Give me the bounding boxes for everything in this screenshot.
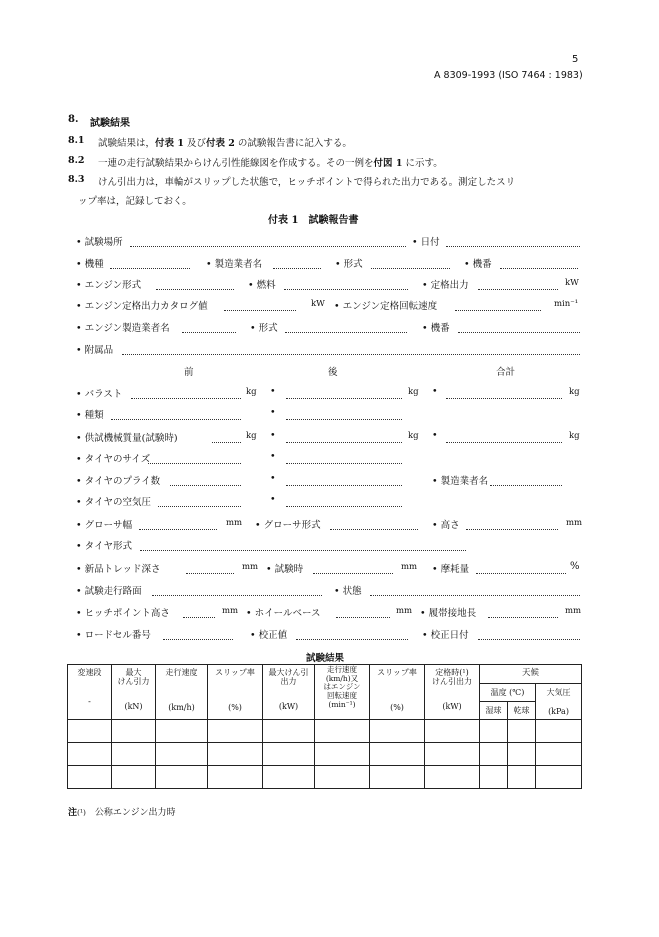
input-manufacturer[interactable] — [273, 268, 321, 269]
input-tread-depth-new[interactable] — [186, 573, 234, 574]
input-engine-manufacturer[interactable] — [182, 332, 236, 333]
bullet: • — [270, 386, 276, 397]
th-speed-or-rev-label: 走行速度 (km/h)又 はエンジン 回転速度 (min⁻¹) — [323, 665, 361, 709]
table-cell[interactable] — [208, 743, 263, 766]
bullet: • — [76, 323, 82, 334]
label-manufacturer: 製造業者名 — [214, 259, 263, 270]
unit: mm — [566, 518, 583, 528]
th-speed-unit: (km/h) — [168, 703, 195, 713]
bullet: • — [334, 586, 340, 597]
th-slip-label: スリップ率 — [215, 668, 255, 677]
table-cell[interactable] — [68, 720, 112, 743]
clause-text — [98, 135, 352, 149]
field-label — [76, 627, 151, 641]
input-model[interactable] — [110, 268, 190, 269]
field-label — [334, 583, 362, 597]
field-label — [76, 386, 122, 400]
label-hitch-height: ヒッチポイント高さ — [84, 608, 170, 619]
table-row — [68, 743, 582, 766]
input-engine-model[interactable] — [285, 332, 407, 333]
unit: mm — [242, 562, 259, 572]
field-label — [76, 561, 161, 575]
label-engine-type: エンジン形式 — [84, 280, 142, 291]
table-cell[interactable] — [480, 720, 508, 743]
input-kind-rear[interactable] — [286, 419, 402, 420]
input-grouser-width[interactable] — [139, 529, 217, 530]
label-tire-ply: タイヤのプライ数 — [84, 476, 161, 487]
clause-text: ップ率は，記録しておく。 — [78, 196, 192, 207]
th-wet-bulb: 乾球 — [508, 701, 536, 719]
input-track-length[interactable] — [488, 617, 558, 618]
bullet: • — [250, 323, 256, 334]
input-height[interactable] — [466, 529, 558, 530]
bullet: • — [76, 520, 82, 531]
th-dry-bulb: 湿球 — [480, 701, 508, 719]
th-gear-label: 変速段 — [77, 668, 102, 677]
col-front: 前 — [184, 367, 194, 378]
table-cell[interactable] — [68, 766, 112, 789]
field-label — [76, 407, 104, 421]
input-engine-catalog-power[interactable] — [224, 310, 296, 311]
field-label — [76, 320, 170, 334]
table-cell[interactable] — [480, 743, 508, 766]
input-tire-ply-front[interactable] — [170, 485, 241, 486]
bullet: • — [76, 454, 82, 465]
field-label — [246, 605, 320, 619]
bullet: • — [266, 564, 272, 575]
field-label — [412, 234, 440, 248]
input-grouser-type[interactable] — [330, 529, 418, 530]
label-rated-power: 定格出力 — [430, 280, 469, 291]
input-engine-rated-speed[interactable] — [455, 310, 541, 311]
figure-ref: 付図 1 — [373, 158, 403, 169]
clause-number: 8.2 — [68, 155, 85, 166]
label-test-site: 試験場所 — [84, 237, 123, 248]
unit: kg — [246, 431, 257, 441]
table-cell[interactable] — [315, 720, 370, 743]
label-tread-depth-new: 新品トレッド深さ — [84, 564, 161, 575]
label-tread-depth-test: 試験時 — [274, 564, 304, 575]
input-wheelbase[interactable] — [336, 617, 390, 618]
label-load-cell: ロードセル番号 — [84, 630, 151, 641]
footnote — [68, 805, 175, 818]
bullet: • — [76, 345, 82, 356]
unit: mm — [565, 606, 582, 616]
clause-text-part: 及び — [183, 138, 206, 149]
bullet: • — [248, 280, 254, 291]
label-calibration-value: 校正値 — [258, 630, 288, 641]
field-label — [76, 430, 178, 444]
table-cell[interactable] — [425, 743, 480, 766]
field-label — [76, 234, 123, 248]
field-label — [250, 320, 278, 334]
clause-text-part: 一連の走行試験結果からけん引性能線図を作成する。その一例を — [98, 158, 374, 169]
table-cell[interactable] — [112, 743, 156, 766]
table-cell[interactable] — [370, 766, 425, 789]
table-cell[interactable] — [508, 720, 536, 743]
footnote-label: 注 — [68, 808, 78, 818]
field-label — [76, 298, 208, 312]
clause-text-part: に示す。 — [402, 158, 443, 169]
unit: kg — [569, 387, 580, 397]
label-date: 日付 — [420, 237, 440, 248]
label-fuel: 燃料 — [256, 280, 276, 291]
label-test-mass: 供試機械質量(試験時) — [84, 433, 178, 444]
bullet: • — [76, 259, 82, 270]
unit: kg — [408, 387, 419, 397]
label-type: 形式 — [343, 259, 363, 270]
input-serial[interactable] — [500, 268, 578, 269]
bullet: • — [270, 494, 276, 505]
section-title: 試験結果 — [90, 118, 130, 129]
table-cell[interactable] — [112, 766, 156, 789]
table-cell[interactable] — [156, 766, 208, 789]
th-speed-label: 走行速度 — [165, 668, 198, 677]
table-cell[interactable] — [370, 720, 425, 743]
field-label — [250, 627, 287, 641]
table-cell[interactable] — [156, 743, 208, 766]
bullet: • — [76, 410, 82, 421]
bullet: • — [432, 386, 438, 397]
table-cell[interactable] — [112, 720, 156, 743]
label-calibration-date: 校正日付 — [430, 630, 469, 641]
unit: kg — [246, 387, 257, 397]
label-ballast: バラスト — [84, 389, 123, 400]
table-ref: 付表 1 — [155, 138, 184, 149]
table-cell[interactable] — [68, 743, 112, 766]
input-tire-pressure-rear[interactable] — [286, 506, 402, 507]
label-test-surface: 試験走行路面 — [84, 586, 142, 597]
input-kind-front[interactable] — [111, 419, 241, 420]
field-label — [464, 256, 492, 270]
bullet: • — [422, 280, 428, 291]
label-tire-type: タイヤ形式 — [84, 541, 132, 552]
field-label — [432, 561, 469, 575]
field-label — [432, 473, 488, 487]
th-weather: 天候 — [480, 665, 582, 684]
input-tire-pressure-front[interactable] — [158, 506, 241, 507]
bullet: • — [432, 430, 438, 441]
bullet: • — [206, 259, 212, 270]
input-mass-rear[interactable] — [286, 442, 402, 443]
field-label — [76, 538, 132, 552]
results-header-row — [68, 665, 582, 684]
table-cell[interactable] — [156, 720, 208, 743]
clause-text: けん引出力は，車輪がスリップした状態で，ヒッチポイントで得られた出力である。測定したスリ — [98, 177, 516, 188]
bullet: • — [270, 430, 276, 441]
bullet: • — [76, 497, 82, 508]
table-ref: 付表 2 — [205, 138, 235, 149]
field-label — [76, 451, 150, 465]
label-grouser-width: グローサ幅 — [84, 520, 133, 531]
bullet: • — [335, 259, 341, 270]
bullet: • — [76, 564, 82, 575]
label-tire-size: タイヤのサイズ — [84, 454, 151, 465]
th-slip2 — [370, 665, 425, 720]
unit: % — [570, 561, 580, 572]
input-accessories[interactable] — [122, 354, 580, 355]
label-engine-rated-speed: エンジン定格回転速度 — [342, 301, 438, 312]
label-condition: 状態 — [342, 586, 362, 597]
input-calibration-date[interactable] — [478, 639, 580, 640]
bullet: • — [76, 586, 82, 597]
form-title: 付表 1 試験報告書 — [268, 215, 359, 226]
th-slip — [208, 665, 263, 720]
table-row — [68, 766, 582, 789]
input-load-cell[interactable] — [163, 639, 233, 640]
field-label — [76, 583, 142, 597]
table-cell[interactable] — [425, 766, 480, 789]
input-type[interactable] — [371, 268, 450, 269]
input-engine-serial[interactable] — [458, 332, 580, 333]
bullet: • — [270, 451, 276, 462]
bullet: • — [432, 520, 438, 531]
label-engine-model: 形式 — [258, 323, 278, 334]
input-mass-total[interactable] — [446, 442, 562, 443]
th-rated-pull-label: 定格時(¹) けん引出力 — [432, 668, 472, 687]
clause-text — [98, 155, 443, 169]
section-number: 8. — [68, 114, 79, 125]
label-engine-catalog-power: エンジン定格出力カタログ値 — [84, 301, 208, 312]
field-label — [255, 517, 321, 531]
unit: mm — [222, 606, 239, 616]
table-cell[interactable] — [315, 766, 370, 789]
table-cell[interactable] — [508, 743, 536, 766]
th-slip2-label: スリップ率 — [377, 668, 417, 677]
field-label — [76, 494, 151, 508]
table-cell[interactable] — [315, 743, 370, 766]
table-cell[interactable] — [208, 720, 263, 743]
bullet: • — [76, 608, 82, 619]
page-number: 5 — [572, 54, 579, 65]
input-condition[interactable] — [370, 595, 580, 596]
table-cell[interactable] — [536, 743, 582, 766]
bullet: • — [76, 389, 82, 400]
field-label — [334, 298, 437, 312]
input-tire-size-front[interactable] — [148, 463, 241, 464]
field-label — [76, 473, 160, 487]
field-label — [422, 320, 450, 334]
table-row — [68, 720, 582, 743]
bullet: • — [422, 323, 428, 334]
th-pressure-unit: (kPa) — [548, 706, 569, 716]
unit: kg — [408, 431, 419, 441]
th-slip-unit: (%) — [228, 703, 242, 713]
label-engine-serial: 機番 — [430, 323, 450, 334]
th-max-pull — [112, 665, 156, 720]
label-model: 機種 — [84, 259, 104, 270]
table-cell[interactable] — [425, 720, 480, 743]
field-label — [266, 561, 303, 575]
field-label — [76, 517, 132, 531]
table-cell[interactable] — [536, 720, 582, 743]
label-wear: 摩耗量 — [440, 564, 470, 575]
th-rated-pull — [425, 665, 480, 720]
bullet: • — [422, 630, 428, 641]
bullet: • — [464, 259, 470, 270]
field-label — [432, 517, 460, 531]
label-kind: 種類 — [84, 410, 104, 421]
table-cell[interactable] — [370, 743, 425, 766]
table-cell[interactable] — [263, 720, 315, 743]
table-cell[interactable] — [508, 766, 536, 789]
input-tread-depth-test[interactable] — [313, 573, 393, 574]
input-mass-front[interactable] — [212, 442, 241, 443]
field-label — [76, 256, 104, 270]
bullet: • — [412, 237, 418, 248]
th-pressure-label: 大気圧 — [546, 687, 571, 697]
label-serial: 機番 — [472, 259, 492, 270]
field-label — [76, 605, 170, 619]
unit: kW — [311, 299, 325, 309]
th-slip2-unit: (%) — [390, 703, 404, 713]
footnote-mark: (¹) — [77, 808, 86, 817]
col-rear: 後 — [328, 367, 338, 378]
label-height: 高さ — [440, 520, 460, 531]
th-temp: 温度 (℃) — [480, 683, 536, 701]
th-pressure — [536, 683, 582, 719]
label-tire-pressure: タイヤの空気圧 — [84, 497, 151, 508]
standard-number: A 8309-1993 (ISO 7464 : 1983) — [434, 70, 583, 81]
results-title: 試験結果 — [306, 653, 345, 664]
input-test-surface[interactable] — [152, 595, 322, 596]
input-engine-type[interactable] — [156, 289, 234, 290]
unit: mm — [396, 606, 413, 616]
table-cell[interactable] — [263, 766, 315, 789]
label-grouser-type: グローサ形式 — [263, 520, 321, 531]
bullet: • — [250, 630, 256, 641]
th-max-power-unit: (kW) — [278, 702, 299, 712]
table-cell[interactable] — [480, 766, 508, 789]
input-hitch-height[interactable] — [183, 617, 215, 618]
label-engine-manufacturer: エンジン製造業者名 — [84, 323, 170, 334]
input-ballast-rear[interactable] — [286, 398, 402, 399]
unit: kg — [569, 431, 580, 441]
field-label — [420, 605, 476, 619]
input-date[interactable] — [446, 246, 580, 247]
bullet: • — [76, 280, 82, 291]
input-ballast-total[interactable] — [446, 398, 562, 399]
th-max-pull-unit: (kN) — [124, 702, 143, 712]
results-table — [67, 664, 582, 789]
label-accessories: 附属品 — [84, 345, 114, 356]
bullet: • — [76, 301, 82, 312]
field-label — [422, 277, 469, 291]
field-label — [76, 342, 113, 356]
unit: kW — [565, 278, 579, 288]
input-wear[interactable] — [476, 573, 566, 574]
label-track-length: 履帯接地長 — [428, 608, 477, 619]
clause-number: 8.1 — [68, 135, 85, 146]
th-gear — [68, 665, 112, 720]
th-max-pull-label: 最大 けん引力 — [117, 668, 150, 687]
bullet: • — [270, 407, 276, 418]
input-tire-type[interactable] — [140, 550, 466, 551]
table-cell[interactable] — [263, 743, 315, 766]
bullet: • — [255, 520, 261, 531]
label-tire-manufacturer: 製造業者名 — [440, 476, 489, 487]
bullet: • — [76, 237, 82, 248]
table-cell[interactable] — [208, 766, 263, 789]
th-speed-or-rev — [315, 665, 370, 720]
label-wheelbase: ホイールベース — [254, 608, 321, 619]
th-max-power-label: 最大けん引 出力 — [268, 668, 309, 687]
input-tire-size-rear[interactable] — [286, 463, 402, 464]
bullet: • — [76, 630, 82, 641]
unit: mm — [401, 562, 418, 572]
bullet: • — [432, 476, 438, 487]
clause-text-part: の試験報告書に記入する。 — [234, 138, 352, 149]
field-label — [422, 627, 469, 641]
th-max-power — [263, 665, 315, 720]
input-ballast-front[interactable] — [131, 398, 241, 399]
bullet: • — [246, 608, 252, 619]
bullet: • — [270, 473, 276, 484]
table-cell[interactable] — [536, 766, 582, 789]
unit: min⁻¹ — [554, 299, 579, 309]
th-gear-unit: - — [88, 697, 91, 707]
th-speed — [156, 665, 208, 720]
field-label — [76, 277, 141, 291]
input-test-site[interactable] — [130, 246, 406, 247]
col-total: 合計 — [496, 367, 516, 378]
input-rated-power[interactable] — [478, 289, 558, 290]
th-rated-pull-unit: (kW) — [442, 702, 462, 712]
bullet: • — [334, 301, 340, 312]
unit: mm — [226, 518, 243, 528]
bullet: • — [76, 476, 82, 487]
bullet: • — [432, 564, 438, 575]
input-fuel[interactable] — [284, 289, 408, 290]
bullet: • — [420, 608, 426, 619]
field-label — [206, 256, 262, 270]
field-label — [248, 277, 276, 291]
input-calibration-value[interactable] — [296, 639, 408, 640]
footnote-text: 公称エンジン出力時 — [94, 808, 176, 818]
clause-text-part: 試験結果は， — [98, 138, 156, 149]
input-tire-manufacturer[interactable] — [490, 485, 562, 486]
field-label — [335, 256, 363, 270]
input-tire-ply-rear[interactable] — [286, 485, 402, 486]
bullet: • — [76, 541, 82, 552]
bullet: • — [76, 433, 82, 444]
clause-number: 8.3 — [68, 174, 85, 185]
